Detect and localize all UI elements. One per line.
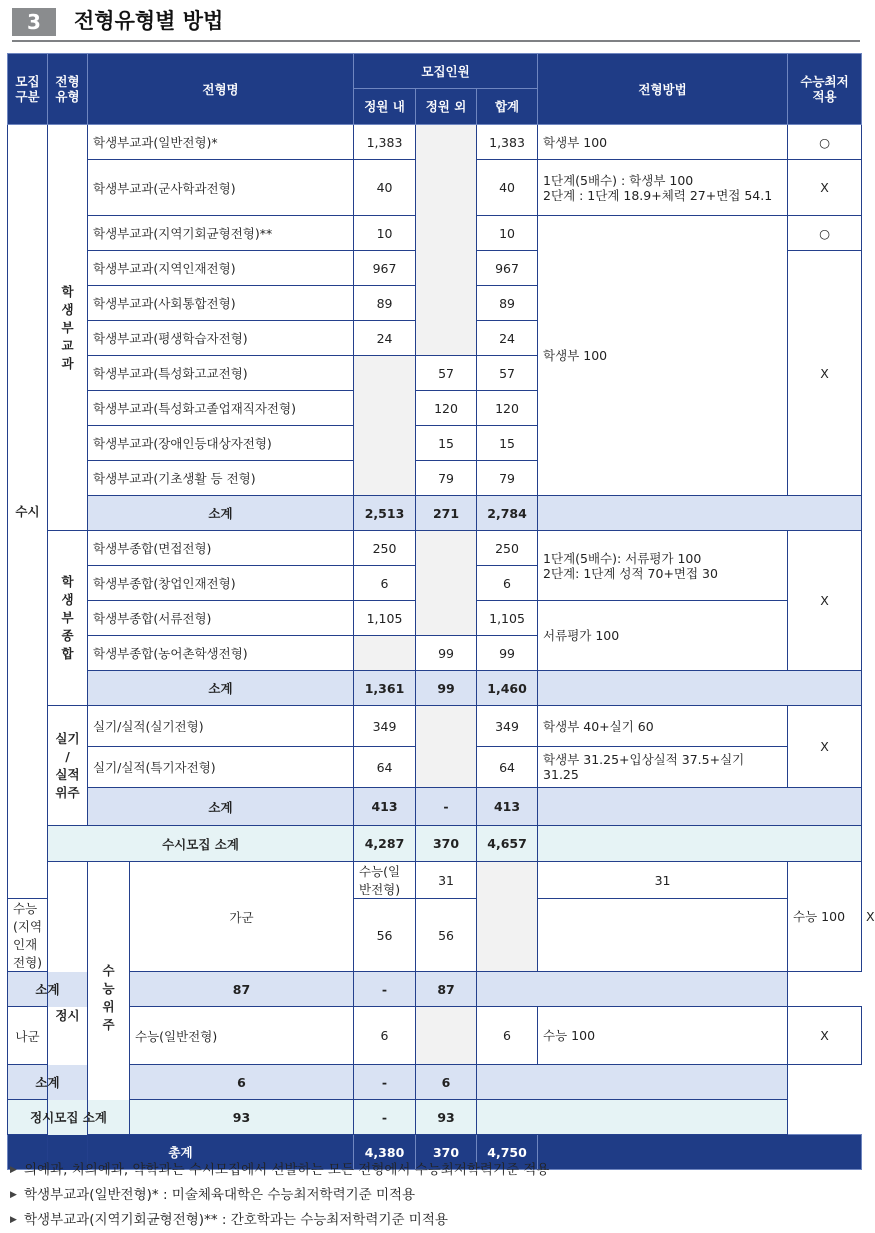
triangle-bullet-icon: ▶ (10, 1215, 17, 1225)
subtotal-row (8, 671, 862, 706)
method-line: 2단계 : 1단계 18.9+체력 27+면접 54.1 (543, 187, 773, 203)
method: 서류평가 100 (538, 601, 788, 671)
method: 학생부 100 (538, 216, 788, 496)
quota-in: 87 (130, 972, 354, 1007)
screening-name: 학생부교과(기초생활 등 전형) (88, 461, 354, 496)
empty-cell (416, 1007, 477, 1065)
quota-sum: 1,105 (477, 601, 538, 636)
quota-sum: 15 (477, 426, 538, 461)
screening-name: 수능(일반전형) (354, 862, 416, 899)
footnote-text: 의예과, 치의예과, 약학과는 수시모집에서 선발하는 모든 전형에서 수능최저학력기준 적용 (24, 1162, 550, 1178)
empty-cell (477, 1100, 788, 1135)
min-standard: X (788, 160, 862, 216)
quota-sum: 120 (477, 391, 538, 426)
screening-name: 학생부종합(면접전형) (88, 531, 354, 566)
quota-sum: 349 (477, 706, 538, 747)
subtotal-label: 소계 (88, 496, 354, 531)
group-silgi: 실기 / 실적 위주 (48, 706, 88, 826)
grand-total-label: 총계 (8, 1135, 354, 1170)
group-jonghap: 학 생 부 종 합 (48, 531, 88, 706)
quota-sum: 31 (538, 862, 788, 899)
triangle-bullet-icon: ▶ (10, 1190, 17, 1200)
table-row (8, 1007, 862, 1065)
min-standard: X (788, 251, 862, 496)
screening-name: 학생부종합(농어촌학생전형) (88, 636, 354, 671)
col-recruit-type: 모집 구분 (8, 54, 48, 125)
group-susi: 수시 (8, 125, 48, 899)
screening-name: 수능(일반전형) (130, 1007, 354, 1065)
quota-sum: 10 (477, 216, 538, 251)
col-method: 전형방법 (538, 54, 788, 125)
screening-name: 실기/실적(실기전형) (88, 706, 354, 747)
subtotal-label: 소계 (88, 671, 354, 706)
jeongsi-total-label: 정시모집 소계 (8, 1100, 130, 1135)
empty-cell (354, 356, 416, 496)
method (538, 531, 788, 601)
jeongsi-total-row (8, 1100, 862, 1135)
quota-in: 64 (354, 747, 416, 788)
quota-out: 15 (416, 426, 477, 461)
quota-sum: 99 (477, 636, 538, 671)
min-standard: ○ (788, 125, 862, 160)
quota-sum: 250 (477, 531, 538, 566)
quota-in: 6 (354, 566, 416, 601)
group-jeongsi: 정시 (48, 862, 88, 1170)
section-number: 3 (12, 8, 56, 36)
admission-table (7, 53, 875, 1170)
quota-sum: 87 (416, 972, 477, 1007)
quota-in: 4,380 (354, 1135, 416, 1170)
quota-sum: 6 (477, 566, 538, 601)
quota-out: - (354, 972, 416, 1007)
empty-cell (354, 636, 416, 671)
col-min-standard: 수능최저 적용 (788, 54, 862, 125)
col-quota-out: 정원 외 (416, 89, 477, 125)
quota-in: 1,361 (354, 671, 416, 706)
min-standard: X (788, 1007, 862, 1065)
quota-sum: 4,657 (477, 826, 538, 862)
quota-out: 370 (416, 1135, 477, 1170)
subtotal-row (8, 972, 862, 1007)
screening-name: 학생부교과(사회통합전형) (88, 286, 354, 321)
min-standard: X (788, 531, 862, 671)
quota-in: 56 (354, 899, 416, 972)
table-row (8, 125, 862, 160)
quota-out: 370 (416, 826, 477, 862)
empty-cell (416, 531, 477, 636)
quota-sum: 2,784 (477, 496, 538, 531)
empty-cell (538, 788, 862, 826)
susi-total-label: 수시모집 소계 (48, 826, 354, 862)
quota-in: 89 (354, 286, 416, 321)
quota-out: - (354, 1100, 416, 1135)
quota-sum: 57 (477, 356, 538, 391)
subtotal-row (8, 1065, 862, 1100)
empty-cell (538, 496, 862, 531)
screening-name: 학생부교과(지역기회균형전형)** (88, 216, 354, 251)
quota-sum: 967 (477, 251, 538, 286)
method: 수능 100 (538, 1007, 788, 1065)
method: 학생부 100 (538, 125, 788, 160)
screening-name: 학생부교과(장애인등대상자전형) (88, 426, 354, 461)
empty-cell (477, 972, 788, 1007)
triangle-bullet-icon: ▶ (10, 1165, 17, 1175)
quota-sum: 1,460 (477, 671, 538, 706)
group-na: 나군 (8, 1007, 48, 1065)
col-quota: 모집인원 (354, 54, 538, 89)
quota-sum: 79 (477, 461, 538, 496)
quota-in: 24 (354, 321, 416, 356)
method-line: 1단계(5배수) : 학생부 100 (543, 172, 694, 188)
header-rule (12, 40, 860, 42)
quota-sum: 24 (477, 321, 538, 356)
col-quota-in: 정원 내 (354, 89, 416, 125)
screening-name: 학생부교과(일반전형)* (88, 125, 354, 160)
group-suneung: 수 능 위 주 (88, 862, 130, 1135)
screening-name: 학생부교과(특성화고졸업재직자전형) (88, 391, 354, 426)
col-screening-type: 전형 유형 (48, 54, 88, 125)
min-standard: ○ (788, 216, 862, 251)
table-row: 정시 수 능 위 주 가군 수능(일반전형) 31 31 수능 100 X (8, 862, 862, 899)
group-gyogwa: 학 생 부 교 과 (48, 125, 88, 531)
empty-cell (538, 826, 862, 862)
method-line: 1단계(5배수): 서류평가 100 (543, 550, 702, 566)
footnote (8, 1183, 858, 1208)
screening-name: 학생부교과(평생학습자전형) (88, 321, 354, 356)
subtotal-row (8, 788, 862, 826)
quota-in: 1,383 (354, 125, 416, 160)
quota-in: 6 (354, 1007, 416, 1065)
footnote-text: 학생부교과(일반전형)* : 미술체육대학은 수능최저학력기준 미적용 (24, 1187, 416, 1203)
quota-sum: 413 (477, 788, 538, 826)
quota-sum: 89 (477, 286, 538, 321)
quota-sum: 6 (477, 1007, 538, 1065)
screening-name: 실기/실적(특기자전형) (88, 747, 354, 788)
quota-in: 2,513 (354, 496, 416, 531)
quota-in: 250 (354, 531, 416, 566)
footnotes (8, 1158, 858, 1233)
subtotal-row (8, 496, 862, 531)
quota-sum: 4,750 (477, 1135, 538, 1170)
method: 학생부 40+실기 60 (538, 706, 788, 747)
subtotal-label: 소계 (8, 972, 88, 1007)
screening-name: 학생부교과(지역인재전형) (88, 251, 354, 286)
section-header (12, 4, 860, 40)
empty-cell (477, 862, 538, 972)
method: 학생부 31.25+입상실적 37.5+실기 31.25 (538, 747, 788, 788)
screening-name: 수능(지역인재전형) (8, 899, 48, 972)
quota-sum: 40 (477, 160, 538, 216)
subtotal-label: 소계 (8, 1065, 88, 1100)
quota-out: - (416, 788, 477, 826)
quota-in: 6 (130, 1065, 354, 1100)
quota-out: 271 (416, 496, 477, 531)
quota-sum: 1,383 (477, 125, 538, 160)
quota-sum: 6 (416, 1065, 477, 1100)
method-line: 2단계: 1단계 성적 70+면접 30 (543, 565, 718, 581)
quota-in: 40 (354, 160, 416, 216)
screening-name: 학생부종합(창업인재전형) (88, 566, 354, 601)
quota-sum: 64 (477, 747, 538, 788)
section-title: 전형유형별 방법 (74, 9, 224, 33)
quota-out: - (354, 1065, 416, 1100)
quota-sum: 93 (416, 1100, 477, 1135)
subtotal-label: 소계 (88, 788, 354, 826)
quota-out: 79 (416, 461, 477, 496)
quota-in: 349 (354, 706, 416, 747)
quota-out: 57 (416, 356, 477, 391)
method: 수능 100 (788, 862, 862, 972)
method (538, 160, 788, 216)
susi-total-row (8, 826, 862, 862)
footnote (8, 1208, 858, 1233)
col-screening-name: 전형명 (88, 54, 354, 125)
col-quota-sum: 합계 (477, 89, 538, 125)
quota-out: 120 (416, 391, 477, 426)
footnote (8, 1158, 858, 1183)
min-standard: X (788, 706, 862, 788)
quota-out: 99 (416, 636, 477, 671)
quota-in: 413 (354, 788, 416, 826)
screening-name: 학생부교과(특성화고교전형) (88, 356, 354, 391)
quota-in: 967 (354, 251, 416, 286)
quota-in: 1,105 (354, 601, 416, 636)
table-row (8, 706, 862, 747)
screening-name: 학생부종합(서류전형) (88, 601, 354, 636)
quota-sum: 56 (416, 899, 477, 972)
quota-in: 4,287 (354, 826, 416, 862)
quota-out: 99 (416, 671, 477, 706)
quota-in: 31 (416, 862, 477, 899)
screening-name: 학생부교과(군사학과전형) (88, 160, 354, 216)
quota-in: 10 (354, 216, 416, 251)
empty-cell (538, 671, 862, 706)
table-row (8, 531, 862, 566)
empty-cell (416, 125, 477, 356)
empty-cell (477, 1065, 788, 1100)
footnote-text: 학생부교과(지역기회균형전형)** : 간호학과는 수능최저학력기준 미적용 (24, 1212, 448, 1228)
group-ga: 가군 (130, 862, 354, 972)
quota-in: 93 (130, 1100, 354, 1135)
empty-cell (416, 706, 477, 788)
